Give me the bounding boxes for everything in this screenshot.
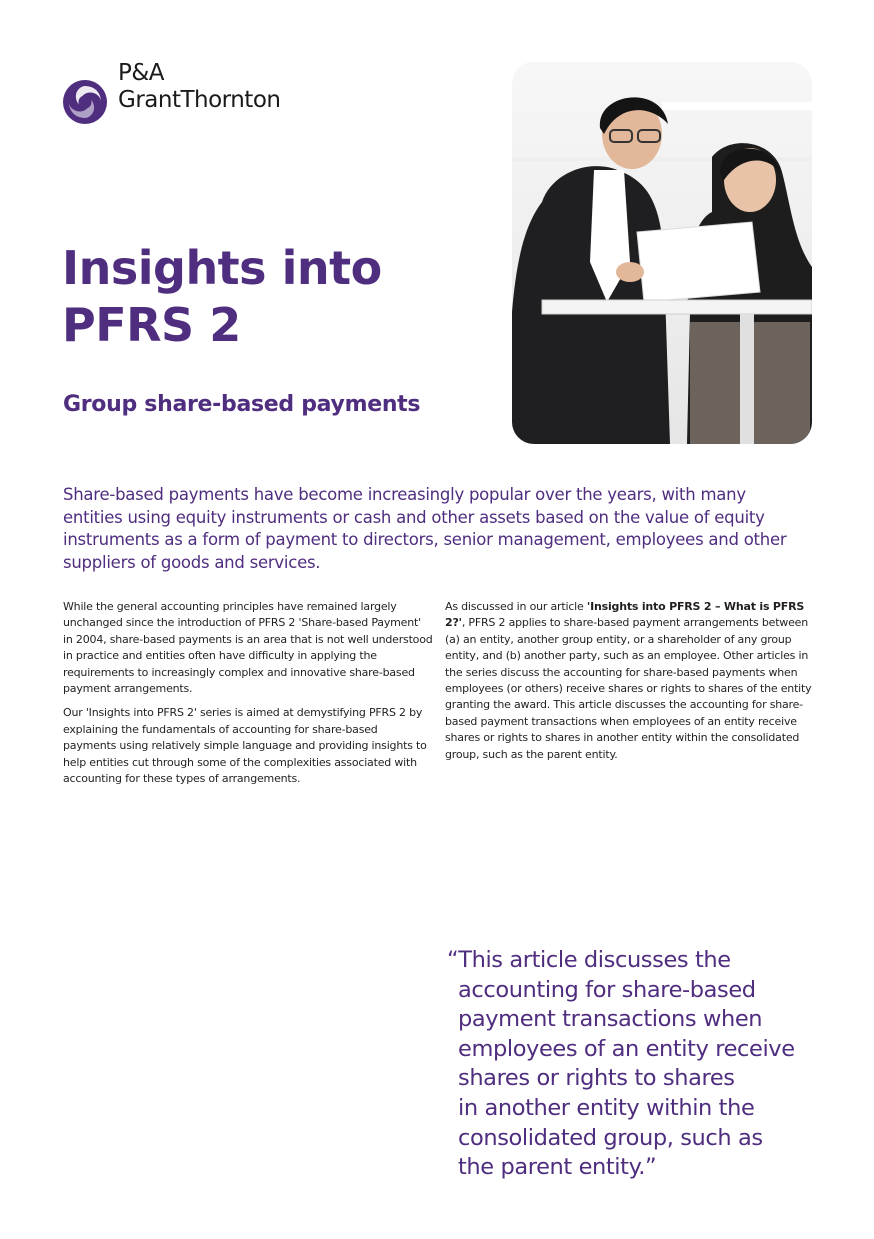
left-column [63, 599, 433, 795]
pull-quote-line: shares or rights to shares [458, 1065, 735, 1092]
pull-quote-line: the parent entity.” [458, 1154, 657, 1181]
right-paragraph [445, 599, 820, 763]
right-column [445, 599, 820, 771]
article-reference-link[interactable]: 'Insights into PFRS 2 – What is PFRS 2?' [445, 600, 805, 630]
left-paragraph-2: Our 'Insights into PFRS 2' series is aimed at demystifying PFRS 2 by explaining the fundamentals of accounting for share-based payments using relatively simple language and providing insights to help entities cut through some of the complexities associated with accounting for these types of arrangements. [63, 706, 427, 786]
company-name-line1: P&A [118, 60, 165, 86]
business-colleagues-photo-icon [512, 62, 812, 444]
pull-quote-line: in another entity within the [458, 1094, 755, 1121]
page-title [62, 240, 482, 354]
pull-quote-line: accounting for share-based [458, 976, 756, 1003]
business-colleagues-photo [512, 62, 812, 444]
right-paragraph-body: , PFRS 2 applies to share-based payment arrangements between (a) an entity, another group entity, or a shareholder of any group entity, and (b) another party, such as an employee. Other articles in the series discuss the accounting for share-based payments when employees (or others) receive shares or rights to shares of the entity granting the award. This article discusses the accounting for share-based payment transactions when employees of an entity receive shares or rights to shares in another entity within the consolidated group, such as the parent entity. [445, 616, 812, 761]
pull-quote-line: “This article discusses the [447, 947, 731, 973]
pull-quote-line: consolidated group, such as [458, 1124, 763, 1151]
pull-quote [447, 946, 847, 1183]
page-subtitle: Group share-based payments [63, 392, 421, 417]
grant-thornton-logo-icon [62, 79, 108, 125]
pull-quote-line: employees of an entity receive [458, 1035, 795, 1062]
intro-paragraph: Share-based payments have become increasingly popular over the years, with many entities using equity instruments or cash and other assets based on the value of equity instruments as a form of payment to directors, senior management, employees and other suppliers of goods and services. [63, 485, 787, 572]
right-paragraph-lead: As discussed in our article [445, 600, 587, 613]
page-title-line1: Insights into [62, 241, 382, 295]
company-name [118, 60, 338, 114]
page-title-line2: PFRS 2 [62, 298, 241, 352]
company-name-line2: GrantThornton [118, 87, 281, 113]
pull-quote-line: payment transactions when [458, 1006, 763, 1033]
left-paragraph-1: While the general accounting principles have remained largely unchanged since the introduction of PFRS 2 'Share-based Payment' in 2004, share-based payments is an area that is not well understood in practice and entities often have difficulty in applying the requirements to increasingly complex and innovative share-based payment arrangements. [63, 600, 433, 696]
